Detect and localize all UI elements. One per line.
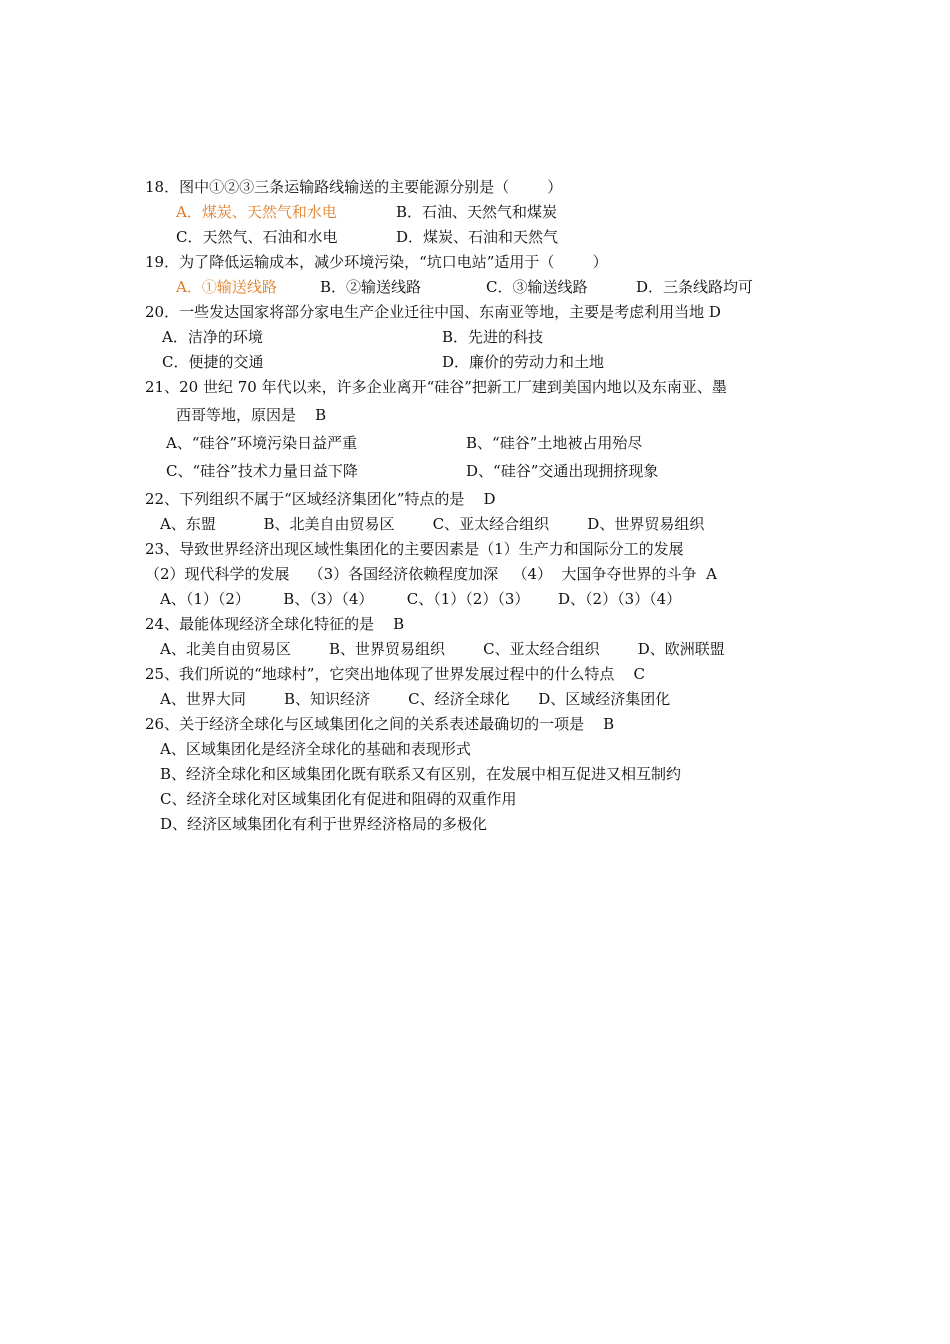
q26-option-c: C、经济全球化对区域集团化有促进和阻碍的双重作用 [160, 790, 517, 808]
q23-stem-line-2: （2）现代科学的发展 （3）各国经济依赖程度加深 （4） 大国争夺世界的斗争 A [145, 565, 717, 583]
q18-stem: 18．图中①②③三条运输路线输送的主要能源分别是（ ） [145, 178, 563, 196]
q21-option-c: C、“硅谷”技术力量日益下降 [166, 462, 358, 480]
q18-option-c: C．天然气、石油和水电 [176, 228, 338, 246]
q18-option-a: A．煤炭、天然气和水电 [176, 203, 337, 221]
q21-stem-line-2: 西哥等地，原因是 B [176, 406, 327, 424]
q22-stem: 22、下列组织不属于“区域经济集团化”特点的是 D [145, 490, 496, 508]
q20-option-b: B．先进的科技 [442, 328, 544, 346]
q19-option-d: D．三条线路均可 [636, 278, 754, 296]
q21-option-a: A、“硅谷”环境污染日益严重 [166, 434, 358, 452]
q19-option-a: A．①输送线路 [176, 278, 277, 296]
q20-option-c: C．便捷的交通 [162, 353, 264, 371]
q20-option-a: A．洁净的环境 [162, 328, 263, 346]
q18-option-b: B．石油、天然气和煤炭 [396, 203, 558, 221]
q25-stem: 25、我们所说的“地球村”，它突出地体现了世界发展过程中的什么特点 C [145, 665, 645, 683]
q21-stem-line-1: 21、20 世纪 70 年代以来，许多企业离开“硅谷”把新工厂建到美国内地以及东南亚、墨 [145, 378, 727, 396]
q20-stem: 20．一些发达国家将部分家电生产企业迁往中国、东南亚等地，主要是考虑利用当地 D [145, 303, 721, 321]
q19-option-b: B．②输送线路 [320, 278, 422, 296]
q23-options: A、（1）（2） B、（3）（4） C、（1）（2）（3） D、（2）（3）（4） [160, 590, 682, 608]
q21-option-b: B、“硅谷”土地被占用殆尽 [466, 434, 643, 452]
q25-options: A、世界大同 B、知识经济 C、经济全球化 D、区域经济集团化 [160, 690, 671, 708]
q26-stem: 26、关于经济全球化与区域集团化之间的关系表述最确切的一项是 B [145, 715, 615, 733]
q19-stem: 19．为了降低运输成本，减少环境污染，“坑口电站”适用于（ ） [145, 253, 608, 271]
q20-option-d: D．廉价的劳动力和土地 [442, 353, 605, 371]
q24-stem: 24、最能体现经济全球化特征的是 B [145, 615, 405, 633]
q26-option-d: D、经济区域集团化有利于世界经济格局的多极化 [160, 815, 488, 833]
q26-option-b: B、经济全球化和区域集团化既有联系又有区别，在发展中相互促进又相互制约 [160, 765, 682, 783]
q26-option-a: A、区域集团化是经济全球化的基础和表现形式 [160, 740, 471, 758]
q22-options: A、东盟 B、北美自由贸易区 C、亚太经合组织 D、世界贸易组织 [160, 515, 705, 533]
q21-option-d: D、“硅谷”交通出现拥挤现象 [466, 462, 659, 480]
q24-options: A、北美自由贸易区 B、世界贸易组织 C、亚太经合组织 D、欧洲联盟 [160, 640, 725, 658]
q18-option-d: D．煤炭、石油和天然气 [396, 228, 559, 246]
q19-option-c: C．③输送线路 [486, 278, 588, 296]
q23-stem-line-1: 23、导致世界经济出现区域性集团化的主要因素是（1）生产力和国际分工的发展 [145, 540, 684, 558]
